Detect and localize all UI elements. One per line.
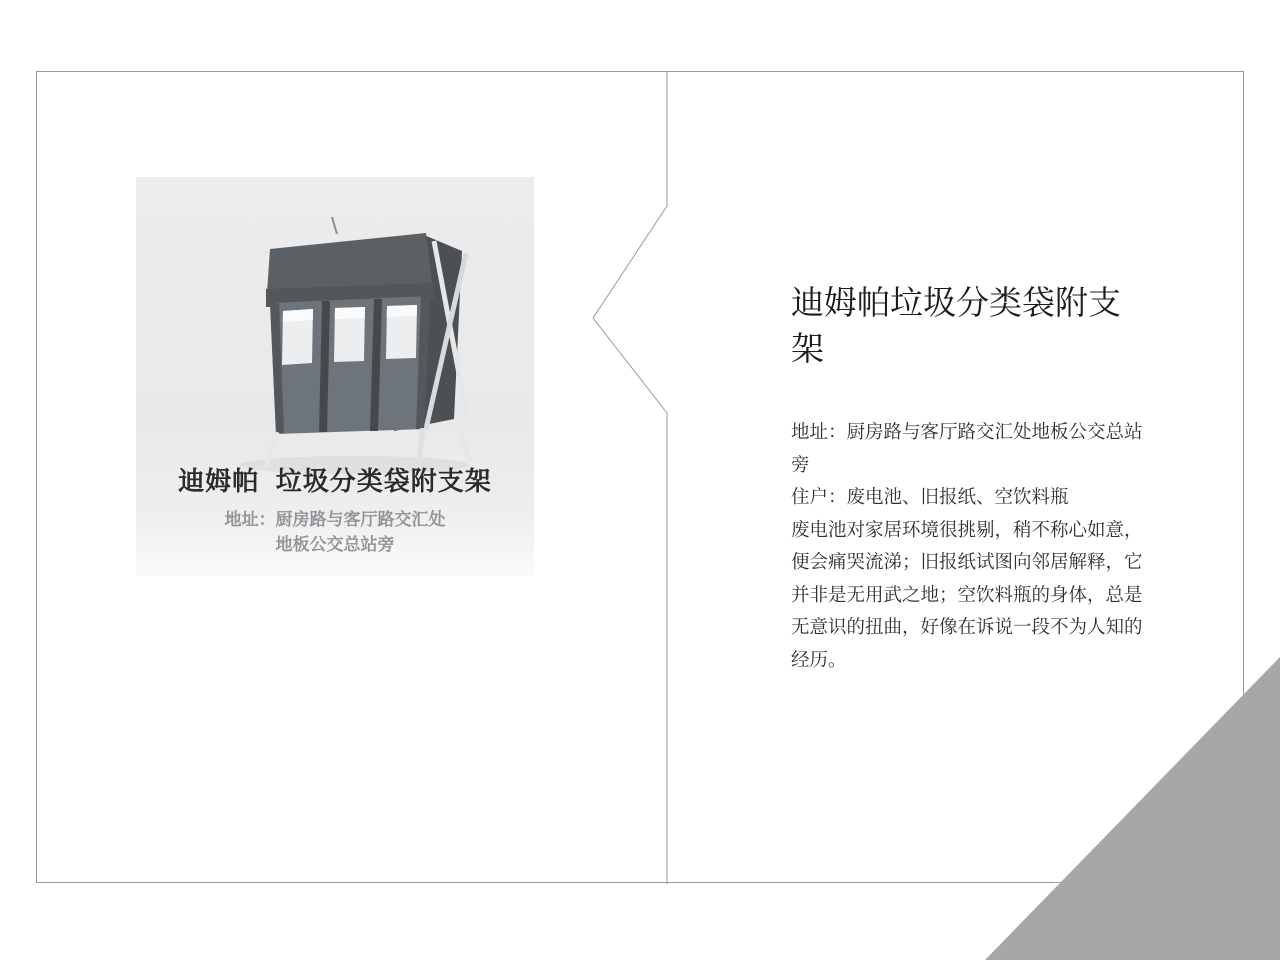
description-residents: 住户：废电池、旧报纸、空饮料瓶 bbox=[791, 486, 1069, 507]
description-story: 废电池对家居环境很挑剔，稍不称心如意，便会痛哭流涕；旧报纸试图向邻居解释，它并非是无用武之地；空饮料瓶的身体，总是无意识的扭曲，好像在诉说一段不为人知的经历。 bbox=[791, 518, 1143, 670]
corner-triangle-decoration bbox=[985, 657, 1280, 960]
trash-sorting-bag-illustration bbox=[136, 177, 534, 477]
product-description bbox=[791, 416, 1153, 676]
description-address: 地址：厨房路与客厅路交汇处地板公交总站旁 bbox=[791, 421, 1143, 475]
photo-caption-address-line1: 地址：厨房路与客厅路交汇处 bbox=[224, 510, 446, 529]
photo-caption-address-line2: 地板公交总站旁 bbox=[275, 535, 395, 554]
photo-caption bbox=[136, 461, 534, 557]
photo-caption-address bbox=[136, 507, 534, 557]
product-photo bbox=[136, 177, 534, 576]
product-title: 迪姆帕垃圾分类袋附支架 bbox=[791, 284, 1121, 367]
photo-caption-title: 迪姆帕 垃圾分类袋附支架 bbox=[178, 466, 492, 496]
